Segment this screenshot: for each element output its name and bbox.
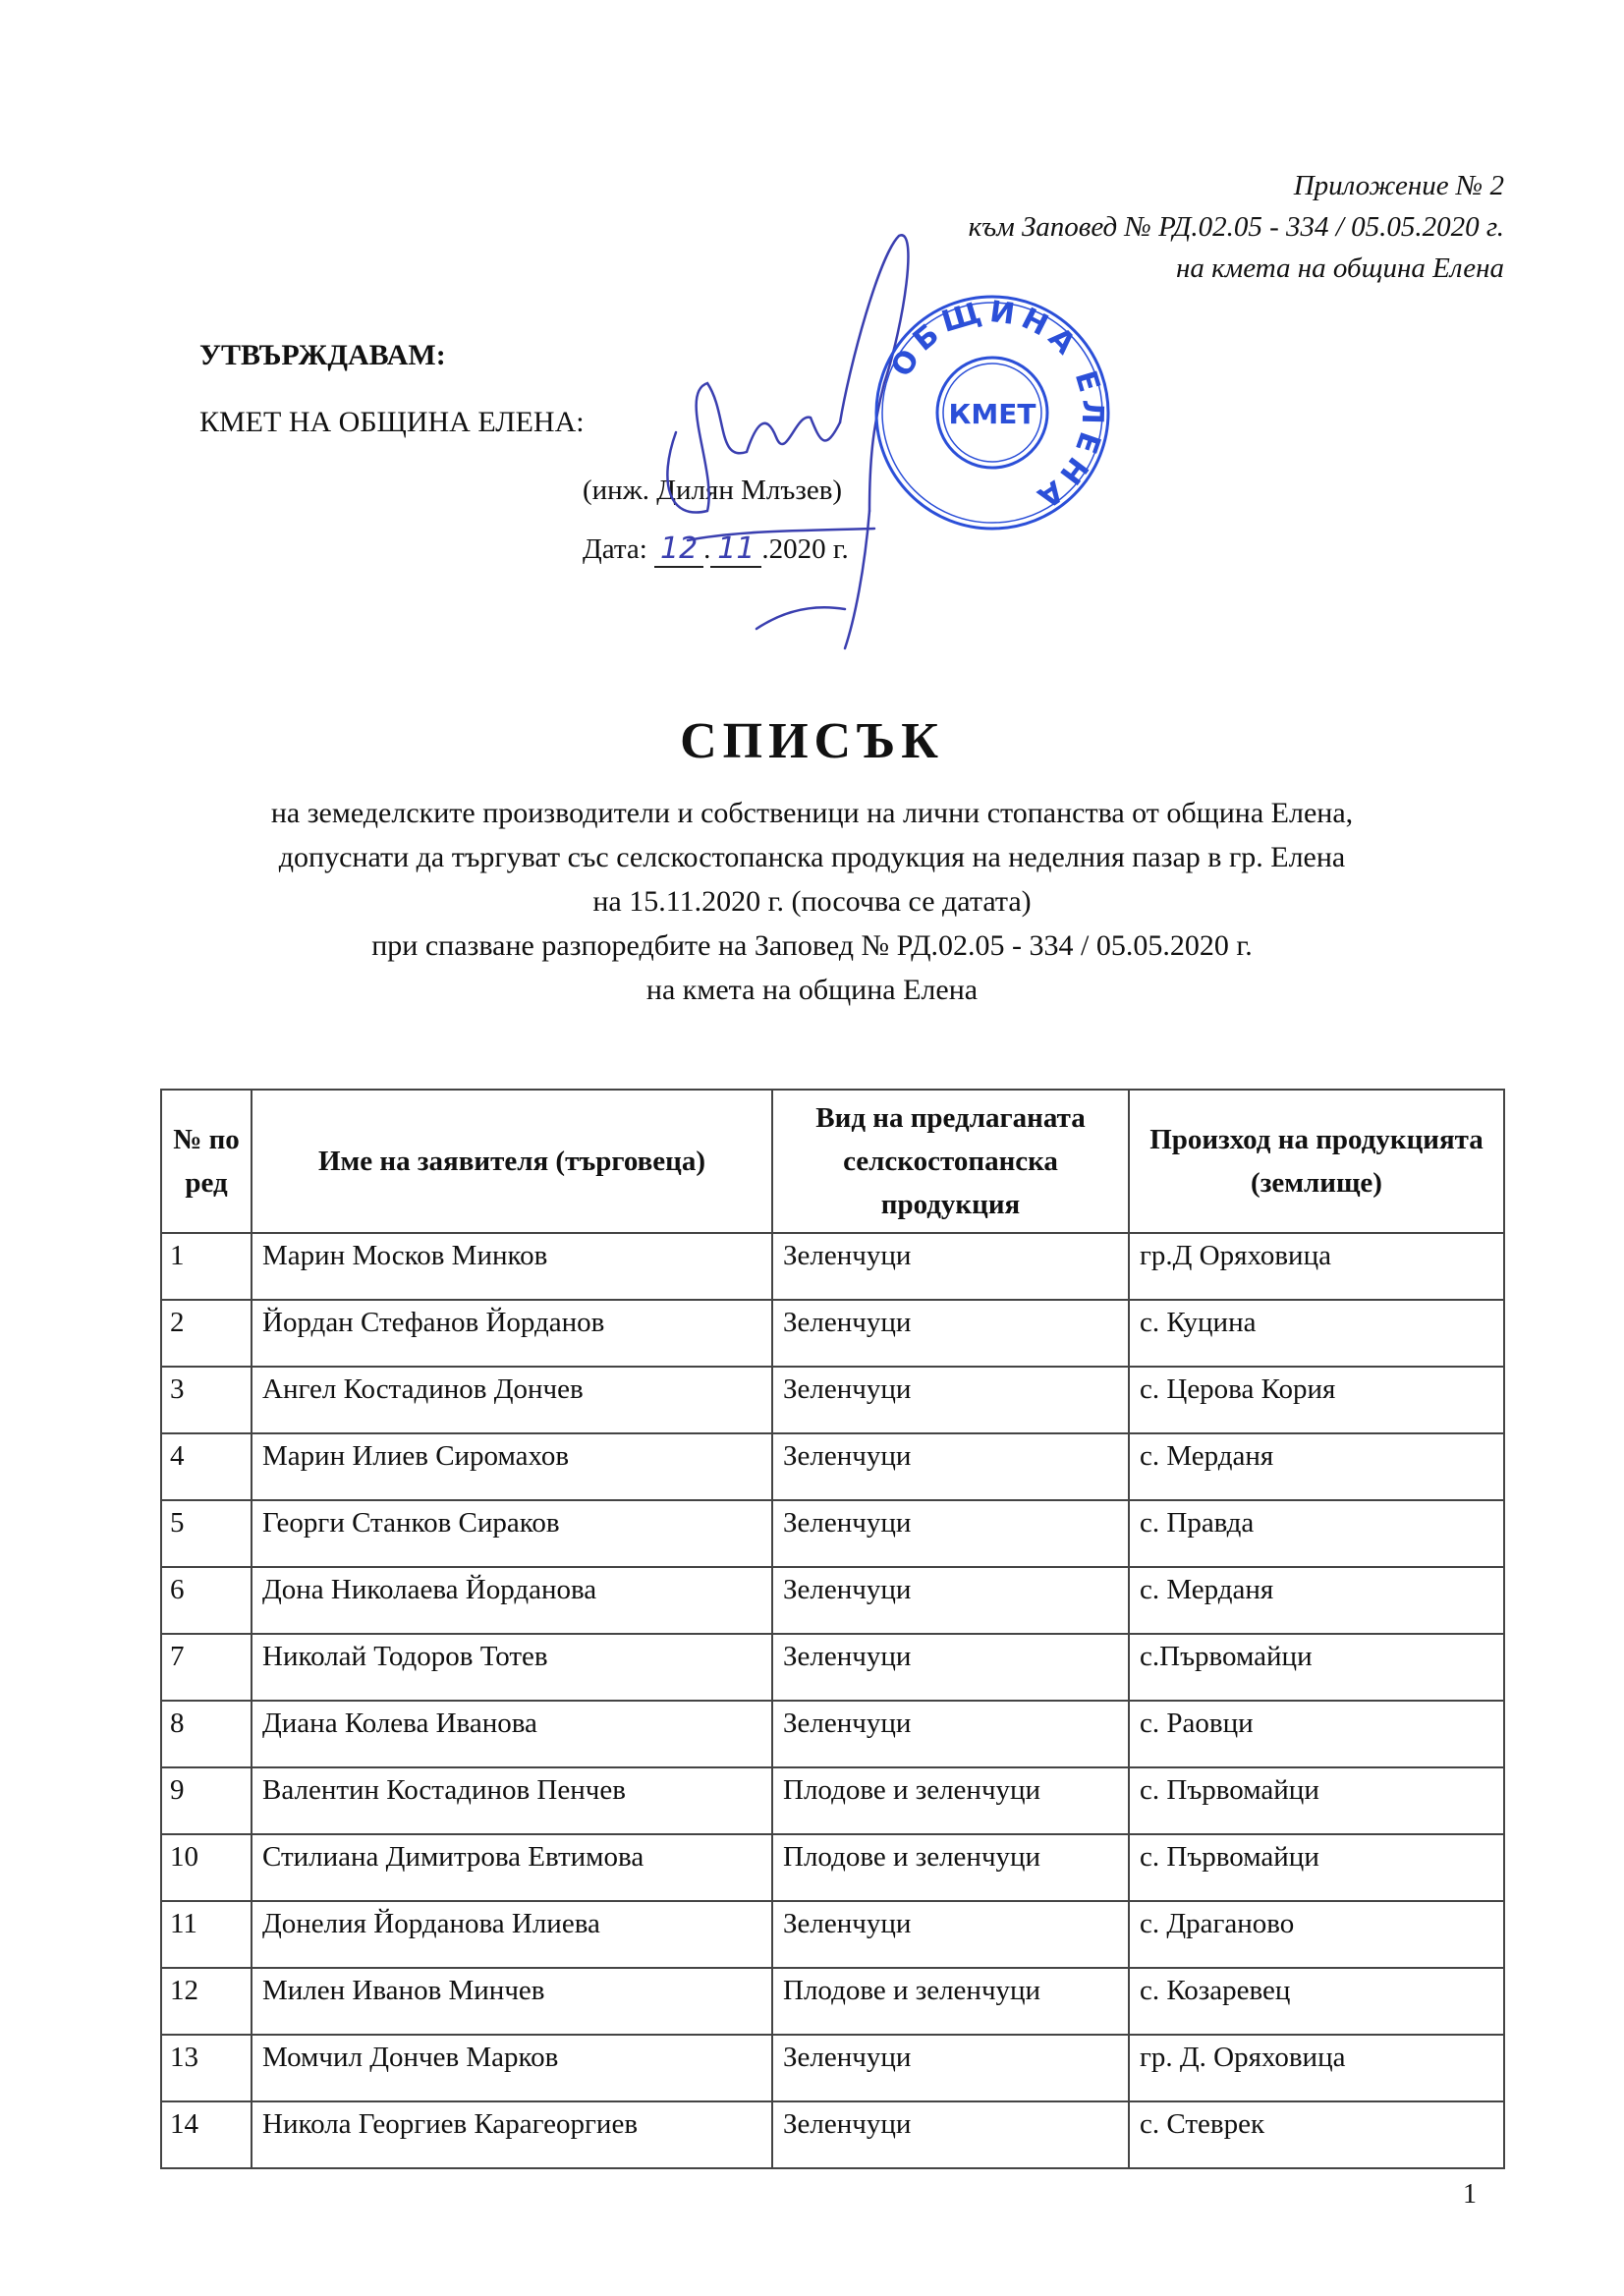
row-number: 4: [161, 1433, 252, 1500]
product-origin: с. Стеврек: [1129, 2101, 1504, 2168]
document-title: СПИСЪК: [680, 713, 944, 769]
applicant-name: Стилиана Димитрова Евтимова: [252, 1834, 772, 1901]
row-number: 14: [161, 2101, 252, 2168]
applicant-name: Дона Николаева Йорданова: [252, 1567, 772, 1634]
product-type: Зеленчуци: [772, 1300, 1129, 1367]
applicant-name: Ангел Костадинов Дончев: [252, 1367, 772, 1433]
applicant-name: Георги Станков Сираков: [252, 1500, 772, 1567]
annex-line-2: към Заповед № РД.02.05 - 334 / 05.05.2020 г.: [968, 211, 1504, 243]
applicant-name: Никола Георгиев Карагеоргиев: [252, 2101, 772, 2168]
product-origin: с. Мерданя: [1129, 1567, 1504, 1634]
stamp-ring-text: ОБЩИНА ЕЛЕНА: [884, 294, 1110, 518]
table-row: [161, 1701, 1504, 1767]
row-number: 1: [161, 1233, 252, 1300]
document-subtitle: [0, 791, 1624, 1012]
product-origin: с. Куцина: [1129, 1300, 1504, 1367]
product-origin: с. Церова Кория: [1129, 1367, 1504, 1433]
product-origin: с. Първомайци: [1129, 1834, 1504, 1901]
product-origin: с. Първомайци: [1129, 1767, 1504, 1834]
applicant-name: Милен Иванов Минчев: [252, 1968, 772, 2035]
product-origin: с. Драганово: [1129, 1901, 1504, 1968]
product-type: Плодове и зеленчуци: [772, 1968, 1129, 2035]
product-type: Зеленчуци: [772, 2035, 1129, 2101]
table-row: [161, 1300, 1504, 1367]
product-type: Зеленчуци: [772, 1634, 1129, 1701]
approval-heading: УТВЪРЖДАВАМ:: [199, 339, 446, 371]
row-number: 9: [161, 1767, 252, 1834]
table-row: [161, 2035, 1504, 2101]
header-name: Име на заявителя (търговеца): [252, 1090, 772, 1233]
header-origin: Произход на продукцията (землище): [1129, 1090, 1504, 1233]
table-row: [161, 1500, 1504, 1567]
table-row: [161, 1367, 1504, 1433]
table-row: [161, 1767, 1504, 1834]
table-row: [161, 1901, 1504, 1968]
header-product: Вид на предлаганата селскостопанска продукция: [772, 1090, 1129, 1233]
stamp-seal: [865, 285, 1120, 540]
table-body: [161, 1233, 1504, 2168]
table-row: [161, 1567, 1504, 1634]
product-type: Плодове и зеленчуци: [772, 1834, 1129, 1901]
product-type: Зеленчуци: [772, 1433, 1129, 1500]
header-number: № по ред: [161, 1090, 252, 1233]
product-type: Плодове и зеленчуци: [772, 1767, 1129, 1834]
table-header-row: [161, 1090, 1504, 1233]
date-day: 12: [654, 532, 703, 568]
product-origin: с. Мерданя: [1129, 1433, 1504, 1500]
applicant-name: Донелия Йорданова Илиева: [252, 1901, 772, 1968]
row-number: 8: [161, 1701, 252, 1767]
annex-line-3: на кмета на община Елена: [1176, 252, 1504, 284]
product-type: Зеленчуци: [772, 1500, 1129, 1567]
product-origin: гр.Д Оряховица: [1129, 1233, 1504, 1300]
table-row: [161, 2101, 1504, 2168]
subtitle-line-2: допуснати да търгуват със селскостопанска продукция на неделния пазар в гр. Елена: [278, 841, 1346, 873]
row-number: 3: [161, 1367, 252, 1433]
subtitle-line-3: на 15.11.2020 г. (посочва се датата): [592, 885, 1032, 918]
product-type: Зеленчуци: [772, 1233, 1129, 1300]
table-row: [161, 1233, 1504, 1300]
product-origin: с. Раовци: [1129, 1701, 1504, 1767]
table-row: [161, 1433, 1504, 1500]
table-row: [161, 1968, 1504, 2035]
subtitle-line-4: при спазване разпоредбите на Заповед № РД.02.05 - 334 / 05.05.2020 г.: [371, 929, 1253, 962]
applicant-name: Момчил Дончев Марков: [252, 2035, 772, 2101]
mayor-name: (инж. Дилян Млъзев): [583, 475, 843, 506]
stamp-center-text: КМЕТ: [948, 398, 1036, 430]
approval-date: Дата: 12 . 11 .2020 г.: [583, 532, 849, 566]
date-label: Дата:: [583, 533, 647, 565]
row-number: 13: [161, 2035, 252, 2101]
applicant-name: Диана Колева Иванова: [252, 1701, 772, 1767]
product-type: Зеленчуци: [772, 1701, 1129, 1767]
annex-line-1: Приложение № 2: [1293, 170, 1504, 201]
annex-header: [969, 165, 1504, 289]
subtitle-line-1: на земеделските производители и собственици на лични стопанства от община Елена,: [270, 797, 1354, 829]
product-origin: гр. Д. Оряховица: [1129, 2035, 1504, 2101]
row-number: 5: [161, 1500, 252, 1567]
row-number: 11: [161, 1901, 252, 1968]
mayor-title: КМЕТ НА ОБЩИНА ЕЛЕНА:: [199, 406, 585, 438]
applicant-name: Йордан Стефанов Йорданов: [252, 1300, 772, 1367]
table-row: [161, 1834, 1504, 1901]
subtitle-line-5: на кмета на община Елена: [645, 974, 979, 1006]
row-number: 7: [161, 1634, 252, 1701]
applicant-name: Николай Тодоров Тотев: [252, 1634, 772, 1701]
applicant-name: Валентин Костадинов Пенчев: [252, 1767, 772, 1834]
page-number: 1: [1463, 2179, 1477, 2210]
product-type: Зеленчуци: [772, 2101, 1129, 2168]
product-type: Зеленчуци: [772, 1901, 1129, 1968]
product-type: Зеленчуци: [772, 1567, 1129, 1634]
row-number: 6: [161, 1567, 252, 1634]
table-row: [161, 1634, 1504, 1701]
row-number: 2: [161, 1300, 252, 1367]
date-month: 11: [710, 532, 761, 568]
product-origin: с. Правда: [1129, 1500, 1504, 1567]
product-origin: с.Първомайци: [1129, 1634, 1504, 1701]
row-number: 10: [161, 1834, 252, 1901]
producers-table: [160, 1089, 1505, 2169]
applicant-name: Марин Илиев Сиромахов: [252, 1433, 772, 1500]
product-origin: с. Козаревец: [1129, 1968, 1504, 2035]
row-number: 12: [161, 1968, 252, 2035]
date-year: .2020 г.: [761, 533, 849, 565]
applicant-name: Марин Москов Минков: [252, 1233, 772, 1300]
product-type: Зеленчуци: [772, 1367, 1129, 1433]
